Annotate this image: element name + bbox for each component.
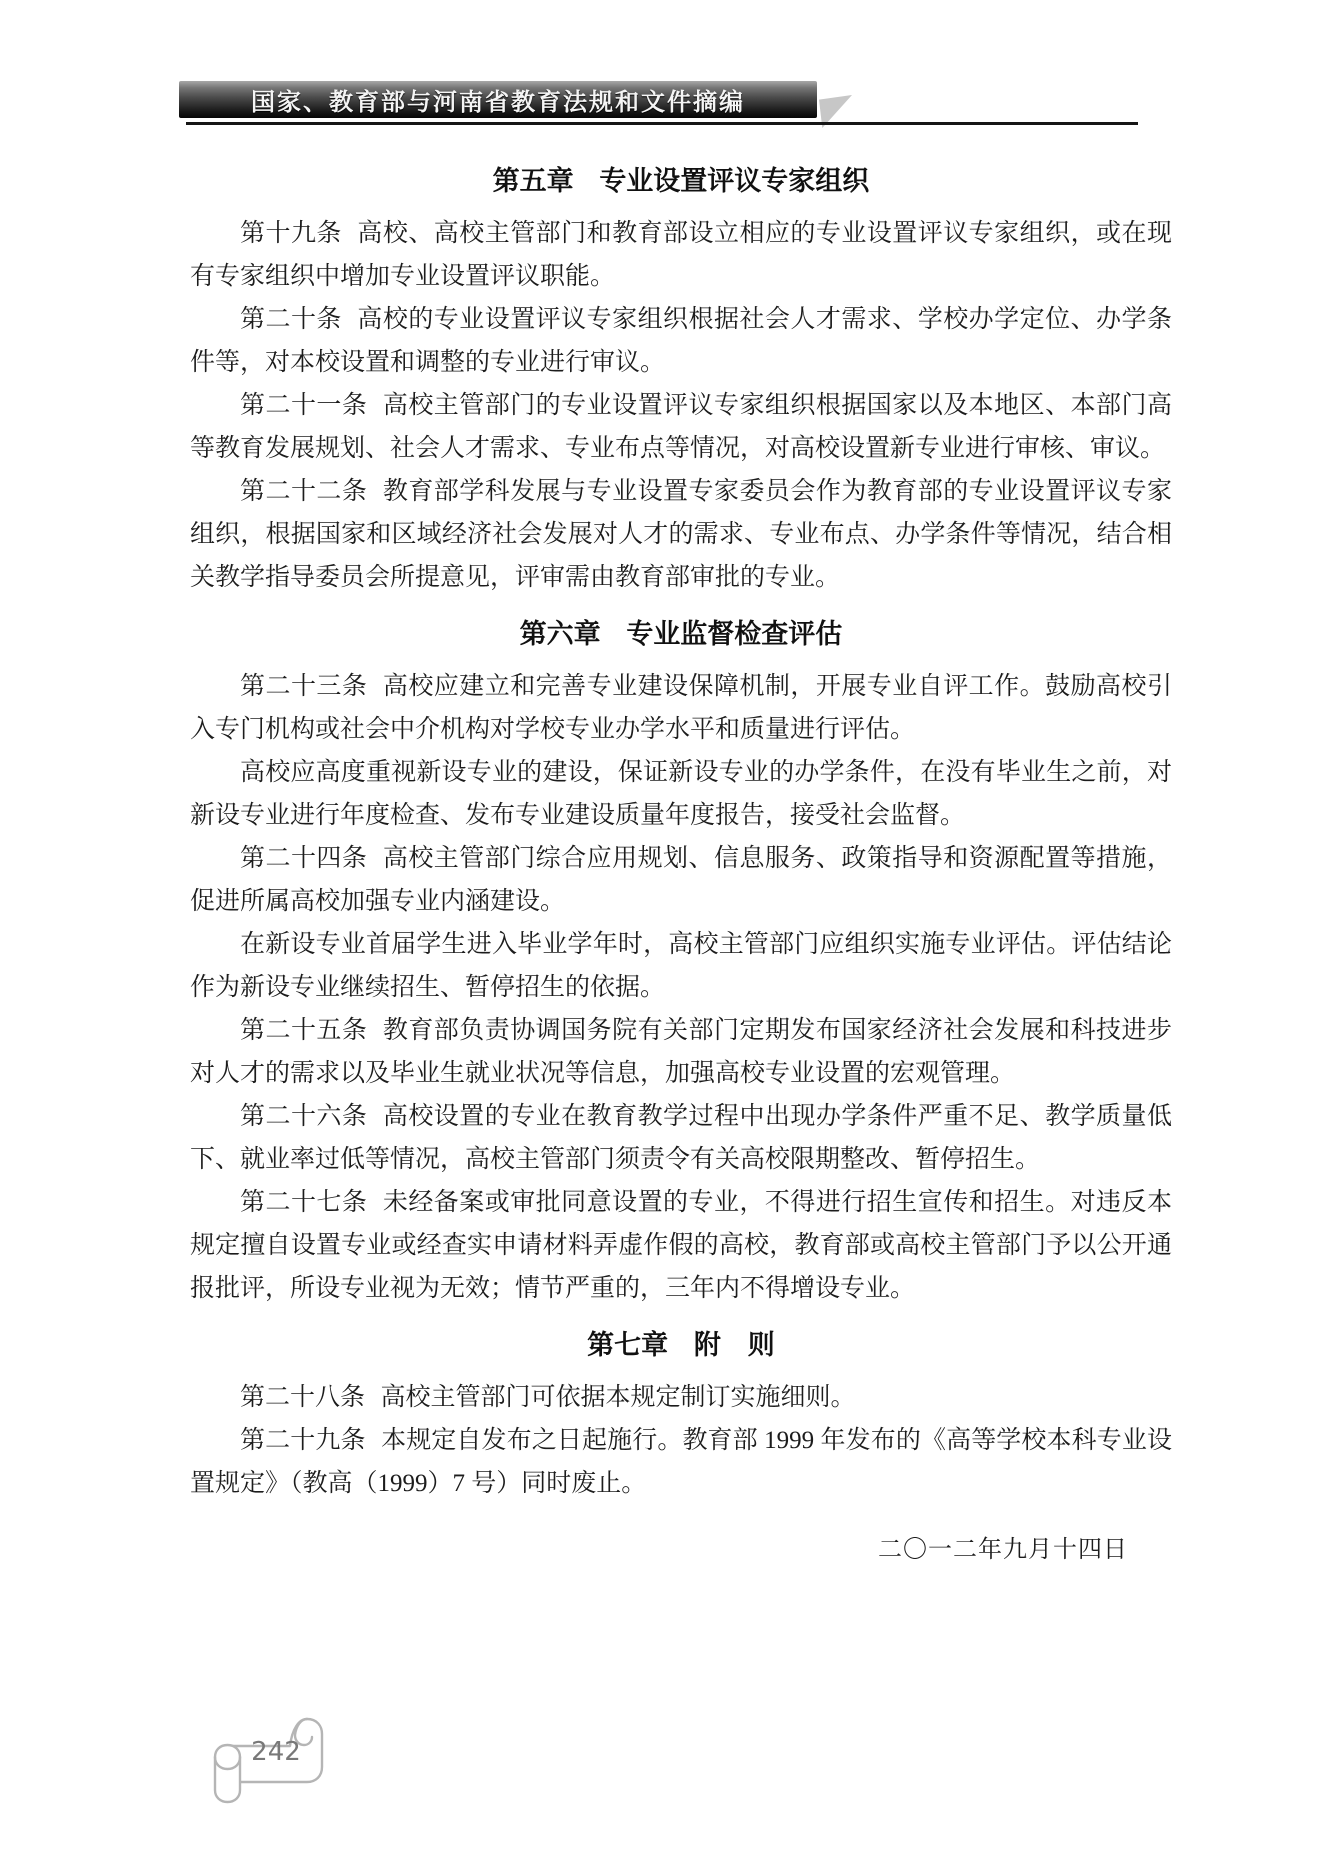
article-text: 高校主管部门可依据本规定制订实施细则。: [380, 1384, 856, 1411]
header-divider-line: [186, 122, 1138, 125]
page-number: 242: [251, 1737, 301, 1767]
article-text: 教育部负责协调国务院有关部门定期发布国家经济社会发展和科技进步对人才的需求以及毕业生就业状况等信息，加强高校专业设置的宏观管理。: [190, 1017, 1172, 1087]
chapter-heading-7: [190, 1324, 1172, 1367]
article-text: 高校的专业设置评议专家组织根据社会人才需求、学校办学定位、办学条件等，对本校设置和调整的专业进行审议。: [190, 306, 1172, 376]
article-25: [190, 1009, 1172, 1095]
article-27: [190, 1181, 1172, 1310]
article-text: 高校应高度重视新设专业的建设，保证新设专业的办学条件，在没有毕业生之前，对新设专业进行年度检查、发布专业建设质量年度报告，接受社会监督。: [190, 759, 1172, 829]
chapter-label: 第五章: [492, 166, 574, 196]
page-header-banner: [179, 81, 817, 118]
document-body: [190, 146, 1172, 1572]
article-text: 高校主管部门综合应用规划、信息服务、政策指导和资源配置等措施，促进所属高校加强专业内涵建设。: [190, 845, 1172, 915]
article-text: 未经备案或审批同意设置的专业，不得进行招生宣传和招生。对违反本规定擅自设置专业或经查实申请材料弄虚作假的高校，教育部或高校主管部门予以公开通报批评，所设专业视为无效；情节严重的，三年内不得增设专业。: [190, 1189, 1172, 1302]
article-number: 第十九条: [240, 220, 342, 247]
page-number-scroll: [206, 1711, 328, 1805]
article-23: [190, 665, 1172, 751]
header-title: 国家、教育部与河南省教育法规和文件摘编: [251, 90, 745, 116]
chapter-title: 附 则: [693, 1330, 775, 1360]
article-text: 教育部学科发展与专业设置专家委员会作为教育部的专业设置评议专家组织，根据国家和区域经济社会发展对人才的需求、专业布点、办学条件等情况，结合相关教学指导委员会所提意见，评审需由教育部审批的专业。: [190, 478, 1172, 591]
chapter-title: 专业设置评议专家组织: [599, 166, 870, 196]
article-text: 高校应建立和完善专业建设保障机制，开展专业自评工作。鼓励高校引入专门机构或社会中介机构对学校专业办学水平和质量进行评估。: [190, 673, 1172, 743]
chapter-label: 第七章: [587, 1330, 669, 1360]
article-number: 第二十六条: [240, 1103, 368, 1130]
article-number: 第二十九条: [240, 1427, 366, 1454]
chapter-heading-6: [190, 613, 1172, 656]
article-text: 高校设置的专业在教育教学过程中出现办学条件严重不足、教学质量低下、就业率过低等情况，高校主管部门须责令有关高校限期整改、暂停招生。: [190, 1103, 1172, 1173]
article-24-continuation: [190, 923, 1172, 1009]
article-23-continuation: [190, 751, 1172, 837]
article-number: 第二十五条: [240, 1017, 368, 1044]
article-29: [190, 1419, 1172, 1505]
article-22: [190, 470, 1172, 599]
article-28: [190, 1376, 1172, 1419]
article-text: 本规定自发布之日起施行。教育部 1999 年发布的《高等学校本科专业设置规定》（教高（1999）7 号）同时废止。: [190, 1427, 1172, 1497]
article-21: [190, 384, 1172, 470]
article-number: 第二十三条: [240, 673, 368, 700]
article-number: 第二十条: [240, 306, 342, 333]
article-text: 高校主管部门的专业设置评议专家组织根据国家以及本地区、本部门高等教育发展规划、社会人才需求、专业布点等情况，对高校设置新专业进行审核、审议。: [190, 392, 1172, 462]
document-date: 二〇一二年九月十四日: [878, 1537, 1128, 1563]
article-26: [190, 1095, 1172, 1181]
article-number: 第二十八条: [240, 1384, 366, 1411]
article-19: [190, 212, 1172, 298]
chapter-heading-5: [190, 160, 1172, 203]
chapter-title: 专业监督检查评估: [626, 619, 843, 649]
article-number: 第二十一条: [240, 392, 368, 419]
chapter-label: 第六章: [519, 619, 601, 649]
article-number: 第二十二条: [240, 478, 368, 505]
article-20: [190, 298, 1172, 384]
article-number: 第二十四条: [240, 845, 368, 872]
article-text: 高校、高校主管部门和教育部设立相应的专业设置评议专家组织，或在现有专家组织中增加专业设置评议职能。: [190, 220, 1172, 290]
article-24: [190, 837, 1172, 923]
article-text: 在新设专业首届学生进入毕业学年时，高校主管部门应组织实施专业评估。评估结论作为新设专业继续招生、暂停招生的依据。: [190, 931, 1172, 1001]
article-number: 第二十七条: [240, 1189, 368, 1216]
